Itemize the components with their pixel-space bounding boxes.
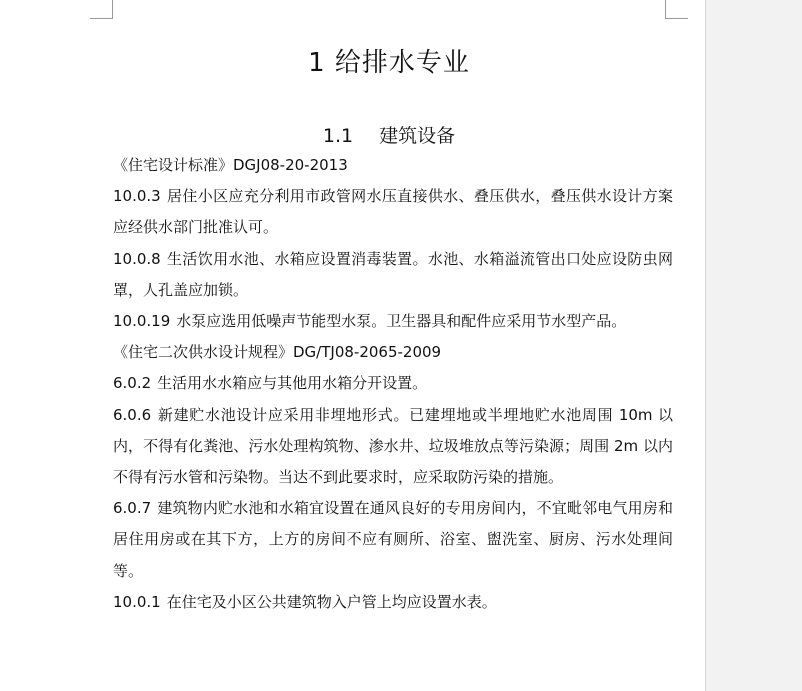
crop-mark-top-left-vertical xyxy=(112,0,113,19)
clause-10-0-3 xyxy=(113,181,673,243)
clause-code: 6.0.2 xyxy=(113,374,152,393)
chapter-title: 1 给排水专业 xyxy=(308,48,470,79)
clause-6-0-7 xyxy=(113,493,673,587)
clause-text: 建筑物内贮水池和水箱宜设置在通风良好的专用房间内，不宜毗邻电气用房和居住用房或在其下方，上方的房间不应有厕所、浴室、盥洗室、厨房、污水处理间等。 xyxy=(113,499,673,580)
clause-6-0-6 xyxy=(113,400,673,494)
section-number: 1.1 xyxy=(322,124,354,147)
clause-text: 生活饮用水池、水箱应设置消毒装置。水池、水箱溢流管出口处应设防虫网罩，人孔盖应加锁。 xyxy=(113,249,673,299)
paragraph-standard-title-1 xyxy=(113,150,673,181)
document-body xyxy=(113,150,673,618)
viewer-right-gutter xyxy=(705,0,802,691)
paragraph-standard-title-2 xyxy=(113,337,673,368)
crop-mark-top-right-vertical xyxy=(665,0,666,19)
clause-code: 6.0.7 xyxy=(113,499,152,518)
clause-10-0-1 xyxy=(113,587,673,618)
section-heading xyxy=(113,122,665,150)
clause-10-0-8 xyxy=(113,244,673,306)
clause-6-0-2 xyxy=(113,368,673,399)
clause-code: 10.0.1 xyxy=(113,592,161,611)
clause-text: 在住宅及小区公共建筑物入户管上均应设置水表。 xyxy=(166,592,497,611)
clause-code: 10.0.8 xyxy=(113,249,161,268)
paragraph-text: 《住宅二次供水设计规程》DG/TJ08-2065-2009 xyxy=(113,343,442,362)
paragraph-text: 《住宅设计标准》DGJ08-20-2013 xyxy=(113,156,348,174)
clause-code: 10.0.19 xyxy=(113,312,171,331)
clause-code: 6.0.6 xyxy=(113,405,152,424)
clause-text: 新建贮水池设计应采用非埋地形式。已建埋地或半埋地贮水池周围 10m 以内，不得有化粪池、污水处理构筑物、渗水井、垃圾堆放点等污染源；周围 2m 以内不得有污水管和污染物。当达不到此要求时，应采取防污染的措施。 xyxy=(113,405,673,487)
crop-mark-top-right-horizontal xyxy=(666,18,688,19)
crop-mark-top-left-horizontal xyxy=(90,18,112,19)
clause-text: 水泵应选用低噪声节能型水泵。卫生器具和配件应采用节水型产品。 xyxy=(176,312,627,331)
section-title: 建筑设备 xyxy=(379,124,456,147)
clause-text: 生活用水水箱应与其他用水箱分开设置。 xyxy=(157,374,428,393)
clause-10-0-19 xyxy=(113,306,673,337)
clause-code: 10.0.3 xyxy=(113,187,161,206)
clause-text: 居住小区应充分利用市政管网水压直接供水、叠压供水，叠压供水设计方案应经供水部门批准认可。 xyxy=(113,187,673,237)
